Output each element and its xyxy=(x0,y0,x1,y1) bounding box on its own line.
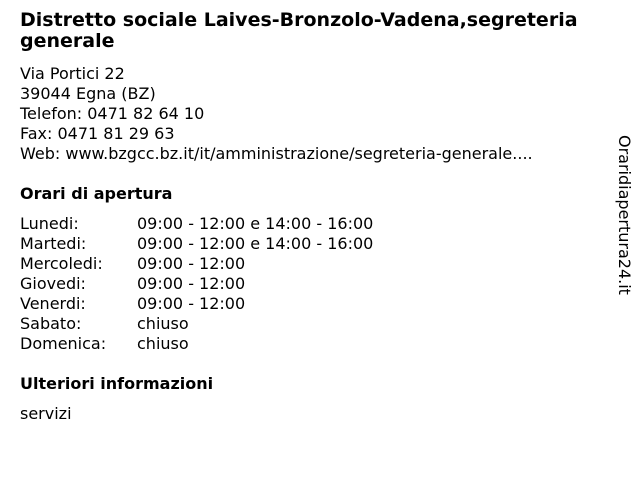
hours-row-friday xyxy=(20,294,610,314)
day-label: Giovedi: xyxy=(20,274,86,293)
time-value: 09:00 - 12:00 xyxy=(137,294,246,313)
time-value: chiuso xyxy=(137,334,189,353)
day-label: Lunedi: xyxy=(20,214,79,233)
further-info-heading: Ulteriori informazioni xyxy=(20,374,214,393)
day-label: Domenica: xyxy=(20,334,107,353)
phone-number: Telefon: 0471 82 64 10 xyxy=(20,104,205,123)
hours-row-saturday xyxy=(20,314,610,334)
time-value: 09:00 - 12:00 xyxy=(137,274,246,293)
opening-hours-card xyxy=(20,10,610,424)
time-value: 09:00 - 12:00 e 14:00 - 16:00 xyxy=(137,214,374,233)
hours-row-monday xyxy=(20,214,610,234)
day-label: Martedi: xyxy=(20,234,87,253)
hours-row-tuesday xyxy=(20,234,610,254)
address-block xyxy=(20,64,610,164)
further-info-text: servizi xyxy=(20,404,72,423)
site-watermark xyxy=(613,135,635,307)
hours-row-sunday xyxy=(20,334,610,354)
opening-hours-table xyxy=(20,214,610,354)
day-label: Sabato: xyxy=(20,314,82,333)
hours-row-wednesday xyxy=(20,254,610,274)
street-address: Via Portici 22 xyxy=(20,64,125,83)
day-label: Mercoledi: xyxy=(20,254,103,273)
hours-row-thursday xyxy=(20,274,610,294)
time-value: chiuso xyxy=(137,314,189,333)
day-label: Venerdi: xyxy=(20,294,86,313)
opening-hours-heading: Orari di apertura xyxy=(20,184,173,203)
time-value: 09:00 - 12:00 xyxy=(137,254,246,273)
website-link[interactable]: Web: www.bzgcc.bz.it/it/amministrazione/segreteria-generale.... xyxy=(20,144,533,163)
fax-number: Fax: 0471 81 29 63 xyxy=(20,124,175,143)
time-value: 09:00 - 12:00 e 14:00 - 16:00 xyxy=(137,234,374,253)
office-title: Distretto sociale Laives-Bronzolo-Vadena,segreteria generale xyxy=(20,9,578,52)
postal-city: 39044 Egna (BZ) xyxy=(20,84,156,103)
watermark-text: Oraridiapertura24.it xyxy=(615,135,634,295)
